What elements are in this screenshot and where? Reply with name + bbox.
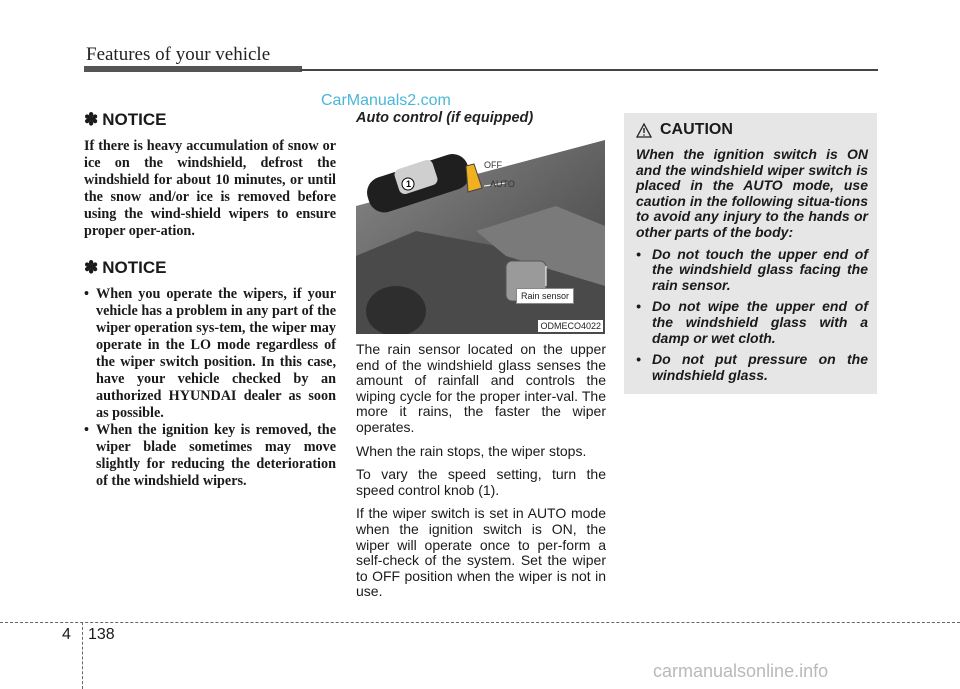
- header-rule-thick: [84, 66, 302, 72]
- caution-list: [636, 247, 868, 384]
- header-rule-thin: [300, 69, 878, 71]
- notice-2-title: NOTICE: [102, 258, 167, 277]
- caution-title: CAUTION: [660, 121, 733, 138]
- auto-control-title: Auto control (if equipped): [356, 110, 534, 126]
- notice-2-list: [84, 286, 336, 490]
- auto-control-paragraph: To vary the speed setting, turn the speed control knob (1).: [356, 466, 606, 498]
- notice-1-heading: [84, 110, 336, 130]
- figure-label-auto: AUTO: [490, 179, 515, 189]
- notice-1-body: If there is heavy accumulation of snow or ice on the windshield, defrost the windshield for about 10 minutes, or until the snow and/or ice is removed before using the wind-shield wipers to ensure proper oper-ation.: [84, 138, 336, 239]
- figure-label-rain-sensor: Rain sensor: [516, 288, 574, 304]
- wiper-figure: [356, 136, 605, 334]
- figure-label-off: OFF: [484, 160, 502, 170]
- list-item: • Do not touch the upper end of the windshield glass facing the rain sensor.: [636, 247, 868, 294]
- list-item: • Do not wipe the upper end of the windshield glass with a damp or wet cloth.: [636, 299, 868, 346]
- list-item: • Do not put pressure on the windshield glass.: [636, 352, 868, 383]
- figure-code: ODMECO4022: [540, 321, 601, 331]
- caution-body: [636, 147, 868, 383]
- notices-column: [84, 110, 336, 490]
- caution-heading: [636, 121, 733, 139]
- notice-1-title: NOTICE: [102, 110, 167, 129]
- footer-divider: [82, 622, 83, 689]
- section-number: 4: [62, 626, 71, 643]
- caution-intro: When the ignition switch is ON and the windshield wiper switch is placed in the AUTO mode, use caution in the following situa-tions to avoid any injury to the hands or other parts of the body:: [636, 146, 868, 240]
- notice-star-icon: ✽: [84, 258, 99, 277]
- notice-star-icon: ✽: [84, 110, 99, 129]
- list-item: • When you operate the wipers, if your vehicle has a problem in any part of the wiper operation sys-tem, the wiper may operate in the LO mode regardless of the wiper switch position. In this case, have your vehicle checked by an authorized HYUNDAI dealer as soon as possible.: [84, 286, 336, 422]
- page-header-title: Features of your vehicle: [86, 44, 271, 65]
- list-item: • When the ignition key is removed, the wiper blade sometimes may move slightly for reducing the deterioration of the windshield wipers.: [84, 422, 336, 490]
- warning-triangle-icon: [636, 123, 652, 138]
- auto-control-paragraph: When the rain stops, the wiper stops.: [356, 442, 587, 459]
- watermark-top: CarManuals2.com: [321, 92, 451, 109]
- footer-rule: [0, 622, 960, 623]
- watermark-bottom: carmanualsonline.info: [653, 661, 829, 681]
- auto-control-column: [356, 110, 606, 600]
- wiper-illustration: [356, 136, 605, 334]
- auto-control-paragraph: If the wiper switch is set in AUTO mode when the ignition switch is ON, the wiper will operate once to per-form a self-check of the system. Set the wiper to OFF position when the wiper is not in use.: [356, 505, 606, 600]
- page-number: 138: [88, 626, 115, 643]
- auto-control-paragraph: The rain sensor located on the upper end of the windshield glass senses the amount of rainfall and controls the wiping cycle for the proper inter-val. The more it rains, the faster the wiper operates.: [356, 341, 606, 435]
- notice-2-heading: [84, 258, 336, 278]
- figure-knob-number: 1: [406, 179, 412, 189]
- caution-box: [624, 113, 877, 394]
